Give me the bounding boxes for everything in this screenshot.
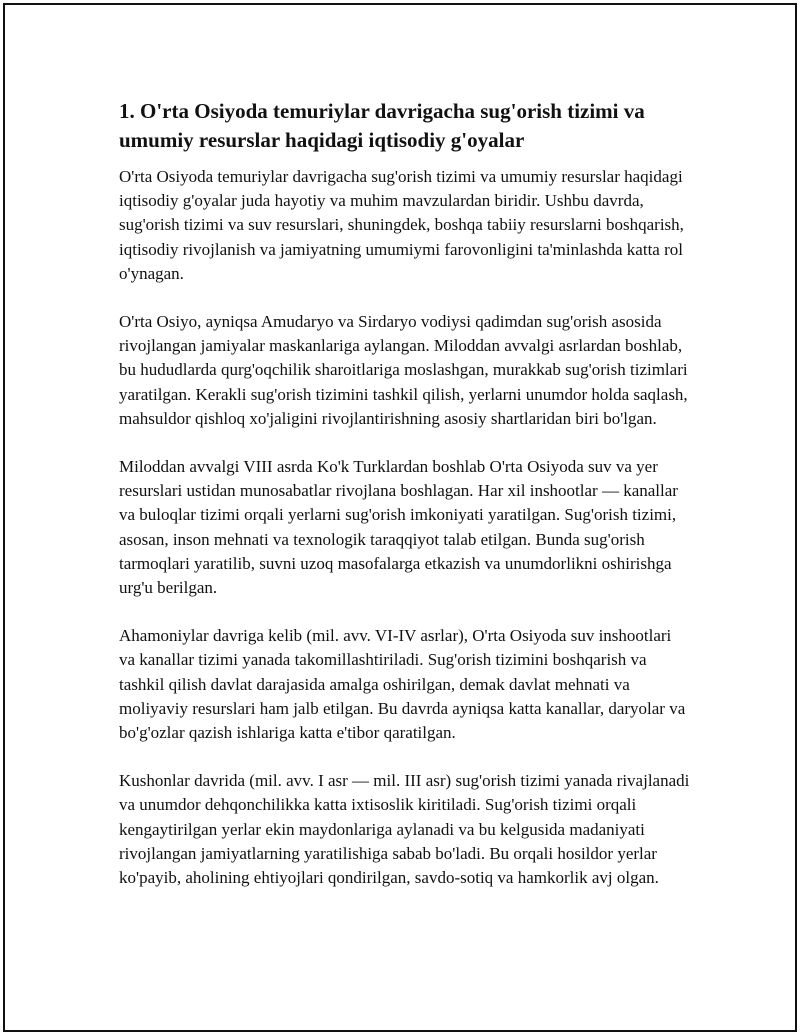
paragraph-kushonlar: Kushonlar davrida (mil. avv. I asr — mil. III asr) sug'orish tizimi yanada rivajlanadi va unumdor dehqonchilikka katta ixtisoslik kiritiladi. Sug'orish tizimi orqali kengaytirilgan yerlar ekin maydonlariga aylanadi va bu kelgusida madaniyati rivojlangan jamiyatlarning yaratilishiga sabab bo'ladi. Bu orqali hosildor yerlar ko'payib, aholining ehtiyojlari qondirilgan, savdo-sotiq va hamkorlik avj olgan.	[119, 771, 690, 888]
paragraph-amudaryo-sirdaryo: O'rta Osiyo, ayniqsa Amudaryo va Sirdaryo vodiysi qadimdan sug'orish asosida rivojlangan jamiyalar maskanlariga aylangan. Miloddan avvalgi asrlardan boshlab, bu hududlarda qurg'oqchilik sharoitlariga moslashgan, murakkab sug'orish tizimlari yaratilgan. Kerakli sug'orish tizimini tashkil qilish, yerlarni unumdor holda saqlash, mahsuldor qishloq xo'jaligini rivojlantirishning asosiy shartlaridan biri bo'lgan.	[119, 312, 688, 428]
paragraph-ahamoniylar: Ahamoniylar davriga kelib (mil. avv. VI-IV asrlar), O'rta Osiyoda suv inshootlari va kanallar tizimi yanada takomillashtiriladi. Sug'orish tizimini boshqarish va tashkil qilish davlat darajasida amalga oshirilgan, demak davlat mehnati va moliyaviy resurslari ham jalb etilgan. Bu davrda ayniqsa katta kanallar, daryolar va bo'g'ozlar qazish ishlariga katta e'tibor qaratilgan.	[119, 626, 686, 743]
paragraph-intro: O'rta Osiyoda temuriylar davrigacha sug'orish tizimi va umumiy resurslar haqidagi iqtisodiy g'oyalar juda hayotiy va muhim mavzulardan biridir. Ushbu davrda, sug'orish tizimi va suv resurslari, shuningdek, boshqa tabiiy resurslarni boshqarish, iqtisodiy rivojlanish va jamiyatning umumiymi farovonligini ta'minlashda katta rol o'ynagan.	[119, 167, 684, 283]
document-page	[3, 3, 797, 1032]
section-heading: 1. O'rta Osiyoda temuriylar davrigacha sug'orish tizimi va umumiy resurslar haqidagi iqtisodiy g'oyalar	[119, 99, 645, 152]
paragraph-kok-turklar: Miloddan avvalgi VIII asrda Ko'k Turklardan boshlab O'rta Osiyoda suv va yer resurslari ustidan munosabatlar rivojlana boshlagan. Har xil inshootlar — kanallar va buloqlar tizimi orqali yerlarni sug'orish imkoniyati yaratilgan. Sug'orish tizimi, asosan, inson mehnati va texnologik taraqqiyot talab etilgan. Bunda sug'orish tarmoqlari yaratilib, suvni uzoq masofalarga etkazish va unumdorlikni oshirishga urg'u berilgan.	[119, 457, 678, 598]
document-body	[119, 97, 691, 914]
